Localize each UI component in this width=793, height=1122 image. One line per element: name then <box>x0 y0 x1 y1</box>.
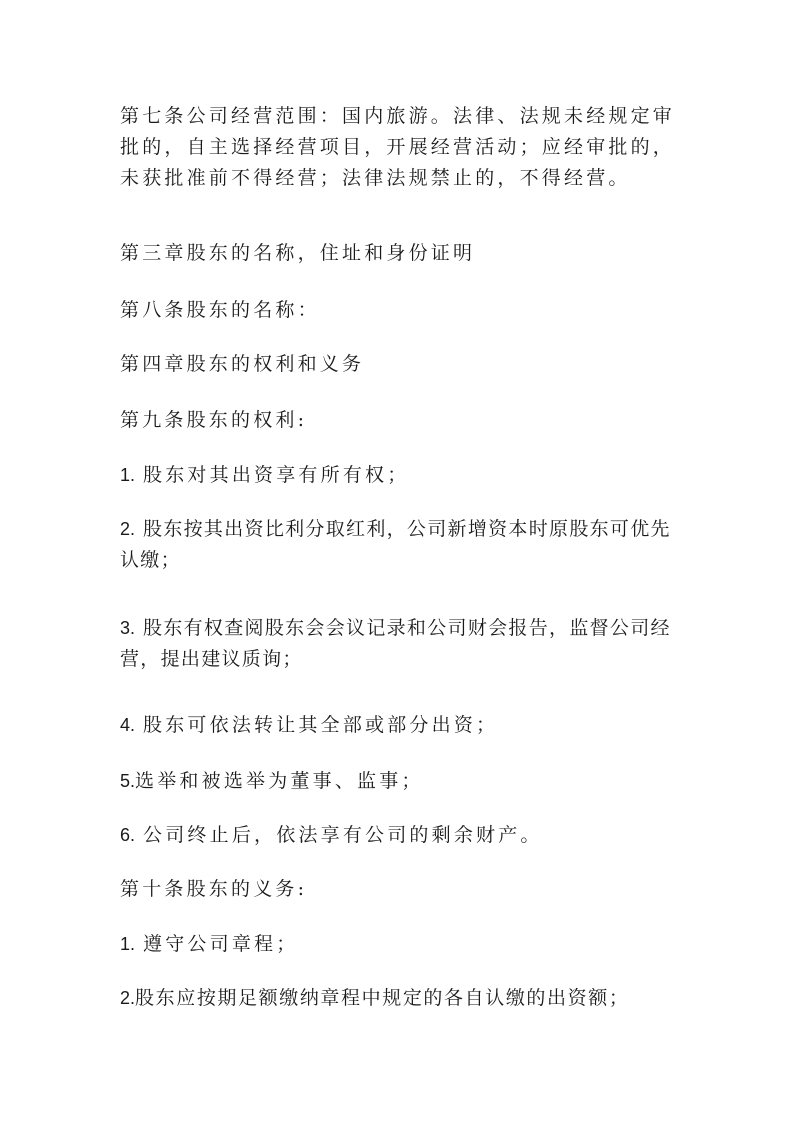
list-item <box>120 514 676 576</box>
list-number: 2. <box>120 988 136 1008</box>
list-item <box>120 460 676 491</box>
chapter-3-heading <box>120 238 676 269</box>
article-10-paragraph <box>120 874 676 905</box>
list-number: 5. <box>120 771 136 791</box>
list-number: 1. <box>120 465 136 485</box>
paragraph-text: 第十条股东的义务: <box>120 878 308 900</box>
paragraph-text: 股东可依法转让其全部或部分出资； <box>143 714 499 736</box>
paragraph-text: 股东按其出资比利分取红利，公司新增资本时原股东可优先认缴； <box>120 518 671 571</box>
chapter-4-heading <box>120 349 676 380</box>
article-9-paragraph <box>120 405 676 436</box>
list-number: 1. <box>120 934 136 954</box>
article-8-paragraph <box>120 295 676 326</box>
paragraph-text: 股东应按期足额缴纳章程中规定的各自认缴的出资额； <box>135 987 630 1009</box>
list-item <box>120 766 676 797</box>
paragraph-text: 第三章股东的名称，住址和身份证明 <box>120 242 476 264</box>
paragraph-text: 选举和被选举为董事、监事； <box>135 770 424 792</box>
article-7-paragraph <box>120 101 676 194</box>
list-item <box>120 929 676 960</box>
list-number: 4. <box>120 715 136 735</box>
paragraph-text: 第四章股东的权利和义务 <box>120 353 365 375</box>
list-item <box>120 820 676 851</box>
list-item <box>120 613 676 675</box>
paragraph-text: 第八条股东的名称： <box>120 299 320 321</box>
paragraph-text: 第七条公司经营范围：国内旅游。法律、法规未经规定审批的，自主选择经营项目，开展经营活动；应经审批的，未获批准前不得经营；法律法规禁止的，不得经营。 <box>120 105 676 189</box>
paragraph-text: 公司终止后，依法享有公司的剩余财产。 <box>143 824 543 846</box>
paragraph-text: 股东有权查阅股东会会议记录和公司财会报告，监督公司经营，提出建议质询； <box>120 617 671 670</box>
paragraph-text: 遵守公司章程； <box>143 933 299 955</box>
list-number: 6. <box>120 825 136 845</box>
paragraph-text: 股东对其出资享有所有权； <box>143 464 410 486</box>
list-number: 2. <box>120 519 136 539</box>
list-item <box>120 710 676 741</box>
paragraph-text: 第九条股东的权利: <box>120 409 308 431</box>
list-number: 3. <box>120 618 136 638</box>
list-item <box>120 983 676 1014</box>
